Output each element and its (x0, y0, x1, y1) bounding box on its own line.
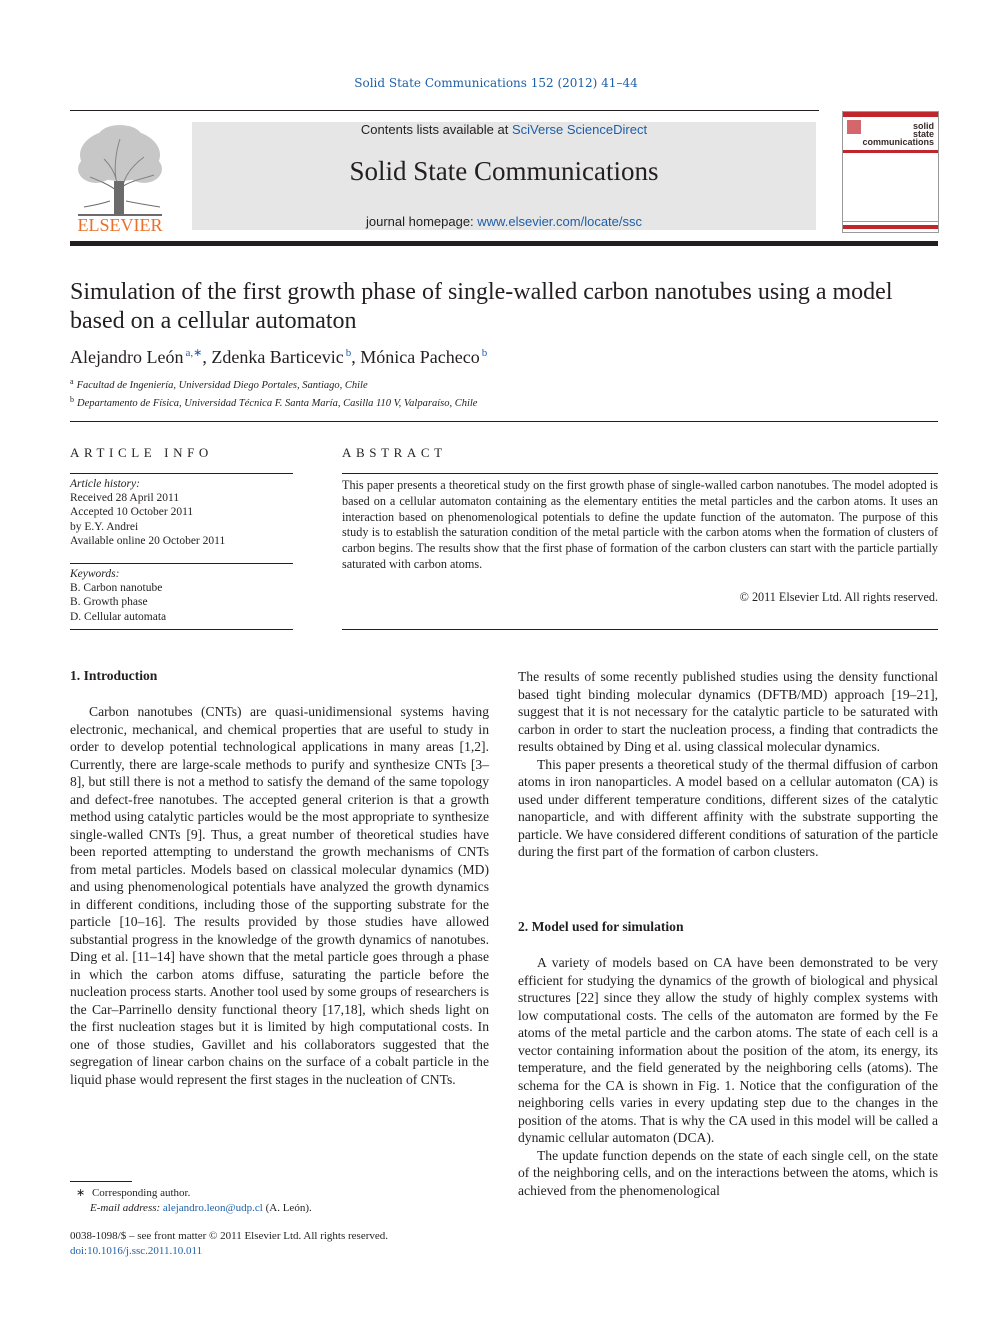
keyword: D. Cellular automata (70, 610, 167, 623)
affiliation-mark: b (70, 395, 74, 404)
right-column (518, 668, 938, 861)
abstract-bottom-rule (342, 629, 938, 630)
author-affil-mark[interactable]: b (481, 347, 488, 359)
author-separator: , (202, 347, 212, 367)
doi-link[interactable]: doi:10.1016/j.ssc.2011.10.011 (70, 1245, 203, 1257)
keywords (70, 567, 293, 624)
contents-line (192, 122, 816, 137)
cover-title-2: state (912, 129, 934, 139)
author-name: Mónica Pacheco (360, 347, 480, 367)
footnote-star: ∗ (76, 1187, 86, 1199)
affiliation (70, 395, 477, 409)
abstract-rule (342, 473, 938, 474)
abstract-heading: ABSTRACT (342, 445, 447, 460)
author-affil-mark[interactable]: b (345, 347, 352, 359)
homepage-line (192, 214, 816, 229)
affiliation-text: Facultad de Ingeniería, Universidad Diego Portales, Santiago, Chile (76, 380, 368, 391)
keywords-rule (70, 563, 293, 564)
history-item: by E.Y. Andrei (70, 520, 139, 533)
homepage-prefix: journal homepage: (365, 214, 478, 229)
elsevier-tree-icon (70, 121, 170, 233)
author-list (70, 346, 487, 368)
author-name: Zdenka Barticevic (211, 347, 344, 367)
keywords-label: Keywords: (70, 568, 120, 580)
email-label: E-mail address: (90, 1201, 163, 1214)
right-column-model (518, 954, 938, 1199)
keyword: B. Growth phase (70, 596, 148, 609)
abstract-copyright: © 2011 Elsevier Ltd. All rights reserved. (739, 590, 938, 604)
journal-citation[interactable]: Solid State Communications 152 (2012) 41–44 (354, 76, 638, 90)
article-info-bottom-rule (70, 629, 293, 630)
affiliation-text: Departamento de Física, Universidad Técnica F. Santa María, Casilla 110 V, Valparaíso, Chile (77, 398, 478, 409)
abstract-text: This paper presents a theoretical study on the first growth phase of single-walled carbon nanotubes. The model adopted is based on a cellular automaton containing as the elementary entities the metal particles and the carbon atoms. It uses an interaction based on phenomenological potentials to define the update function of the automaton. The purpose of this study is to establish the saturation condition of the metal particle with the carbon atoms when the formation of clusters of carbon begins. The results show that the first phase of formation of the carbon clusters can start with the particle partially saturated with carbon atoms. (342, 478, 938, 571)
history-label: Article history: (70, 478, 140, 490)
article-info-rule (70, 473, 293, 474)
paragraph: A variety of models based on CA have been demonstrated to be very efficient for studying the dynamics of the growth of biological and physical structures [22] since they allow the study of highly complex systems with low computational costs. The cells of the automaton are formed by the Fe atoms of the metal particle and the carbon atoms. The state of each cell is a vector containing information about the position of the atom, its energy, its temperature, and the field generated by the neighboring cells (atoms). The schema for the CA is shown in Fig. 1. Notice that the configuration of the neighboring cells varies in every updating step due to the changes in the position of the atoms. That is why the CA used in this model will be called a dynamic cellular automaton (DCA). (518, 955, 938, 1145)
history-item: Accepted 10 October 2011 (70, 506, 194, 519)
journal-title: Solid State Communications (349, 156, 659, 186)
meta-rule (70, 421, 938, 422)
article-info-heading: ARTICLE INFO (70, 445, 213, 460)
affiliation (70, 377, 368, 391)
article-history (70, 477, 293, 548)
author-name: Alejandro León (70, 347, 184, 367)
paragraph: This paper presents a theoretical study of the thermal diffusion of carbon atoms in iron nanoparticles. A model based on a cellular automaton (CA) is used under different temperature conditions, different sizes of the catalytic nanoparticle, and with different affinity with the substrate supporting the particle. We have considered different conditions of saturation of the particle during the first part of the formation of carbon clusters. (518, 756, 938, 859)
publisher-wordmark: ELSEVIER (77, 215, 163, 233)
cover-title-1: solid (912, 121, 934, 131)
history-item: Received 28 April 2011 (70, 492, 180, 505)
keyword: B. Carbon nanotube (70, 582, 163, 595)
sciencedirect-link[interactable]: SciVerse ScienceDirect (511, 122, 648, 137)
issn-line: 0038-1098/$ – see front matter © 2011 Elsevier Ltd. All rights reserved. (70, 1230, 389, 1242)
article-title: Simulation of the first growth phase of single-walled carbon nanotubes using a model based on a cellular automaton (70, 279, 893, 334)
paragraph: The update function depends on the state of each single cell, on the state of the neighboring cells, and on the interactions between the atoms, which is achieved from the phenomenological (518, 1147, 938, 1198)
history-item: Available online 20 October 2011 (70, 534, 226, 547)
footnote-rule (70, 1181, 132, 1182)
footnote-corresponding (76, 1186, 489, 1215)
author-separator: , (351, 347, 361, 367)
left-column (70, 703, 489, 1088)
paragraph: Carbon nanotubes (CNTs) are quasi-unidimensional systems having electronic, mechanical, and chemical properties that are useful to study in order to develop potential technological applications in many areas [1,2]. Currently, there are large-scale methods to purify and synthesize CNTs [3–8], but still there is not a method to satisfy the demand of the same topology and defect-free nanotubes. The accepted general criterion is that a growth method using catalytic particles would be the most appropriate to synthesize single-walled CNTs [9]. Thus, a great number of theoretical studies have been reported attempting to understand the growth mechanisms of CNTs from metal particles. Models based on classical molecular dynamics (MD) and using phenomenological potentials have analyzed the growth dynamics in different conditions, including those of the supporting substrate for the particle [10–16]. The results provided by those studies have allowed substantial progress in the knowledge of the growth dynamics of nanotubes. Ding et al. [11–14] have shown that the metal particle goes through a phase in which the carbon atoms diffuse, saturating the particle before the nucleation process starts. Another tool used by some groups of researchers is the Car–Parrinello density functional theory [17,18], which sheds light on the first nucleation stages but it is limited by high computational costs. In one of those studies, Gavillet and his collaborators suggested that the segregation of linear carbon chains on the surface of a cobalt particle in the liquid phase would represent the first stages in the nucleation of CNTs. (70, 704, 489, 1087)
footnote-corresponding-text: Corresponding author. (91, 1187, 191, 1199)
header-rule (70, 110, 819, 111)
journal-cover (842, 111, 939, 233)
section-heading-introduction: 1. Introduction (70, 668, 158, 683)
elsevier-logo (70, 121, 170, 233)
author-affil-mark[interactable]: a,∗ (185, 347, 203, 359)
header-thick-rule (70, 241, 938, 246)
affiliation-mark: a (70, 377, 74, 386)
contents-prefix: Contents lists available at (360, 122, 512, 137)
paragraph: The results of some recently published studies using the density functional based tight binding molecular dynamics (DFTB/MD) approach [19–21], suggest that it is not necessary for the catalytic particle to be saturated with carbon in order to start the nucleation process, a finding that contradicts the results obtained by Ding et al. using classical molecular dynamics. (518, 669, 938, 754)
section-heading-model: 2. Model used for simulation (518, 919, 684, 934)
email-suffix: (A. León). (262, 1201, 312, 1214)
email-link[interactable]: alejandro.leon@udp.cl (162, 1201, 263, 1214)
cover-title-3: communications (862, 137, 934, 147)
homepage-link[interactable]: www.elsevier.com/locate/ssc (477, 214, 643, 229)
